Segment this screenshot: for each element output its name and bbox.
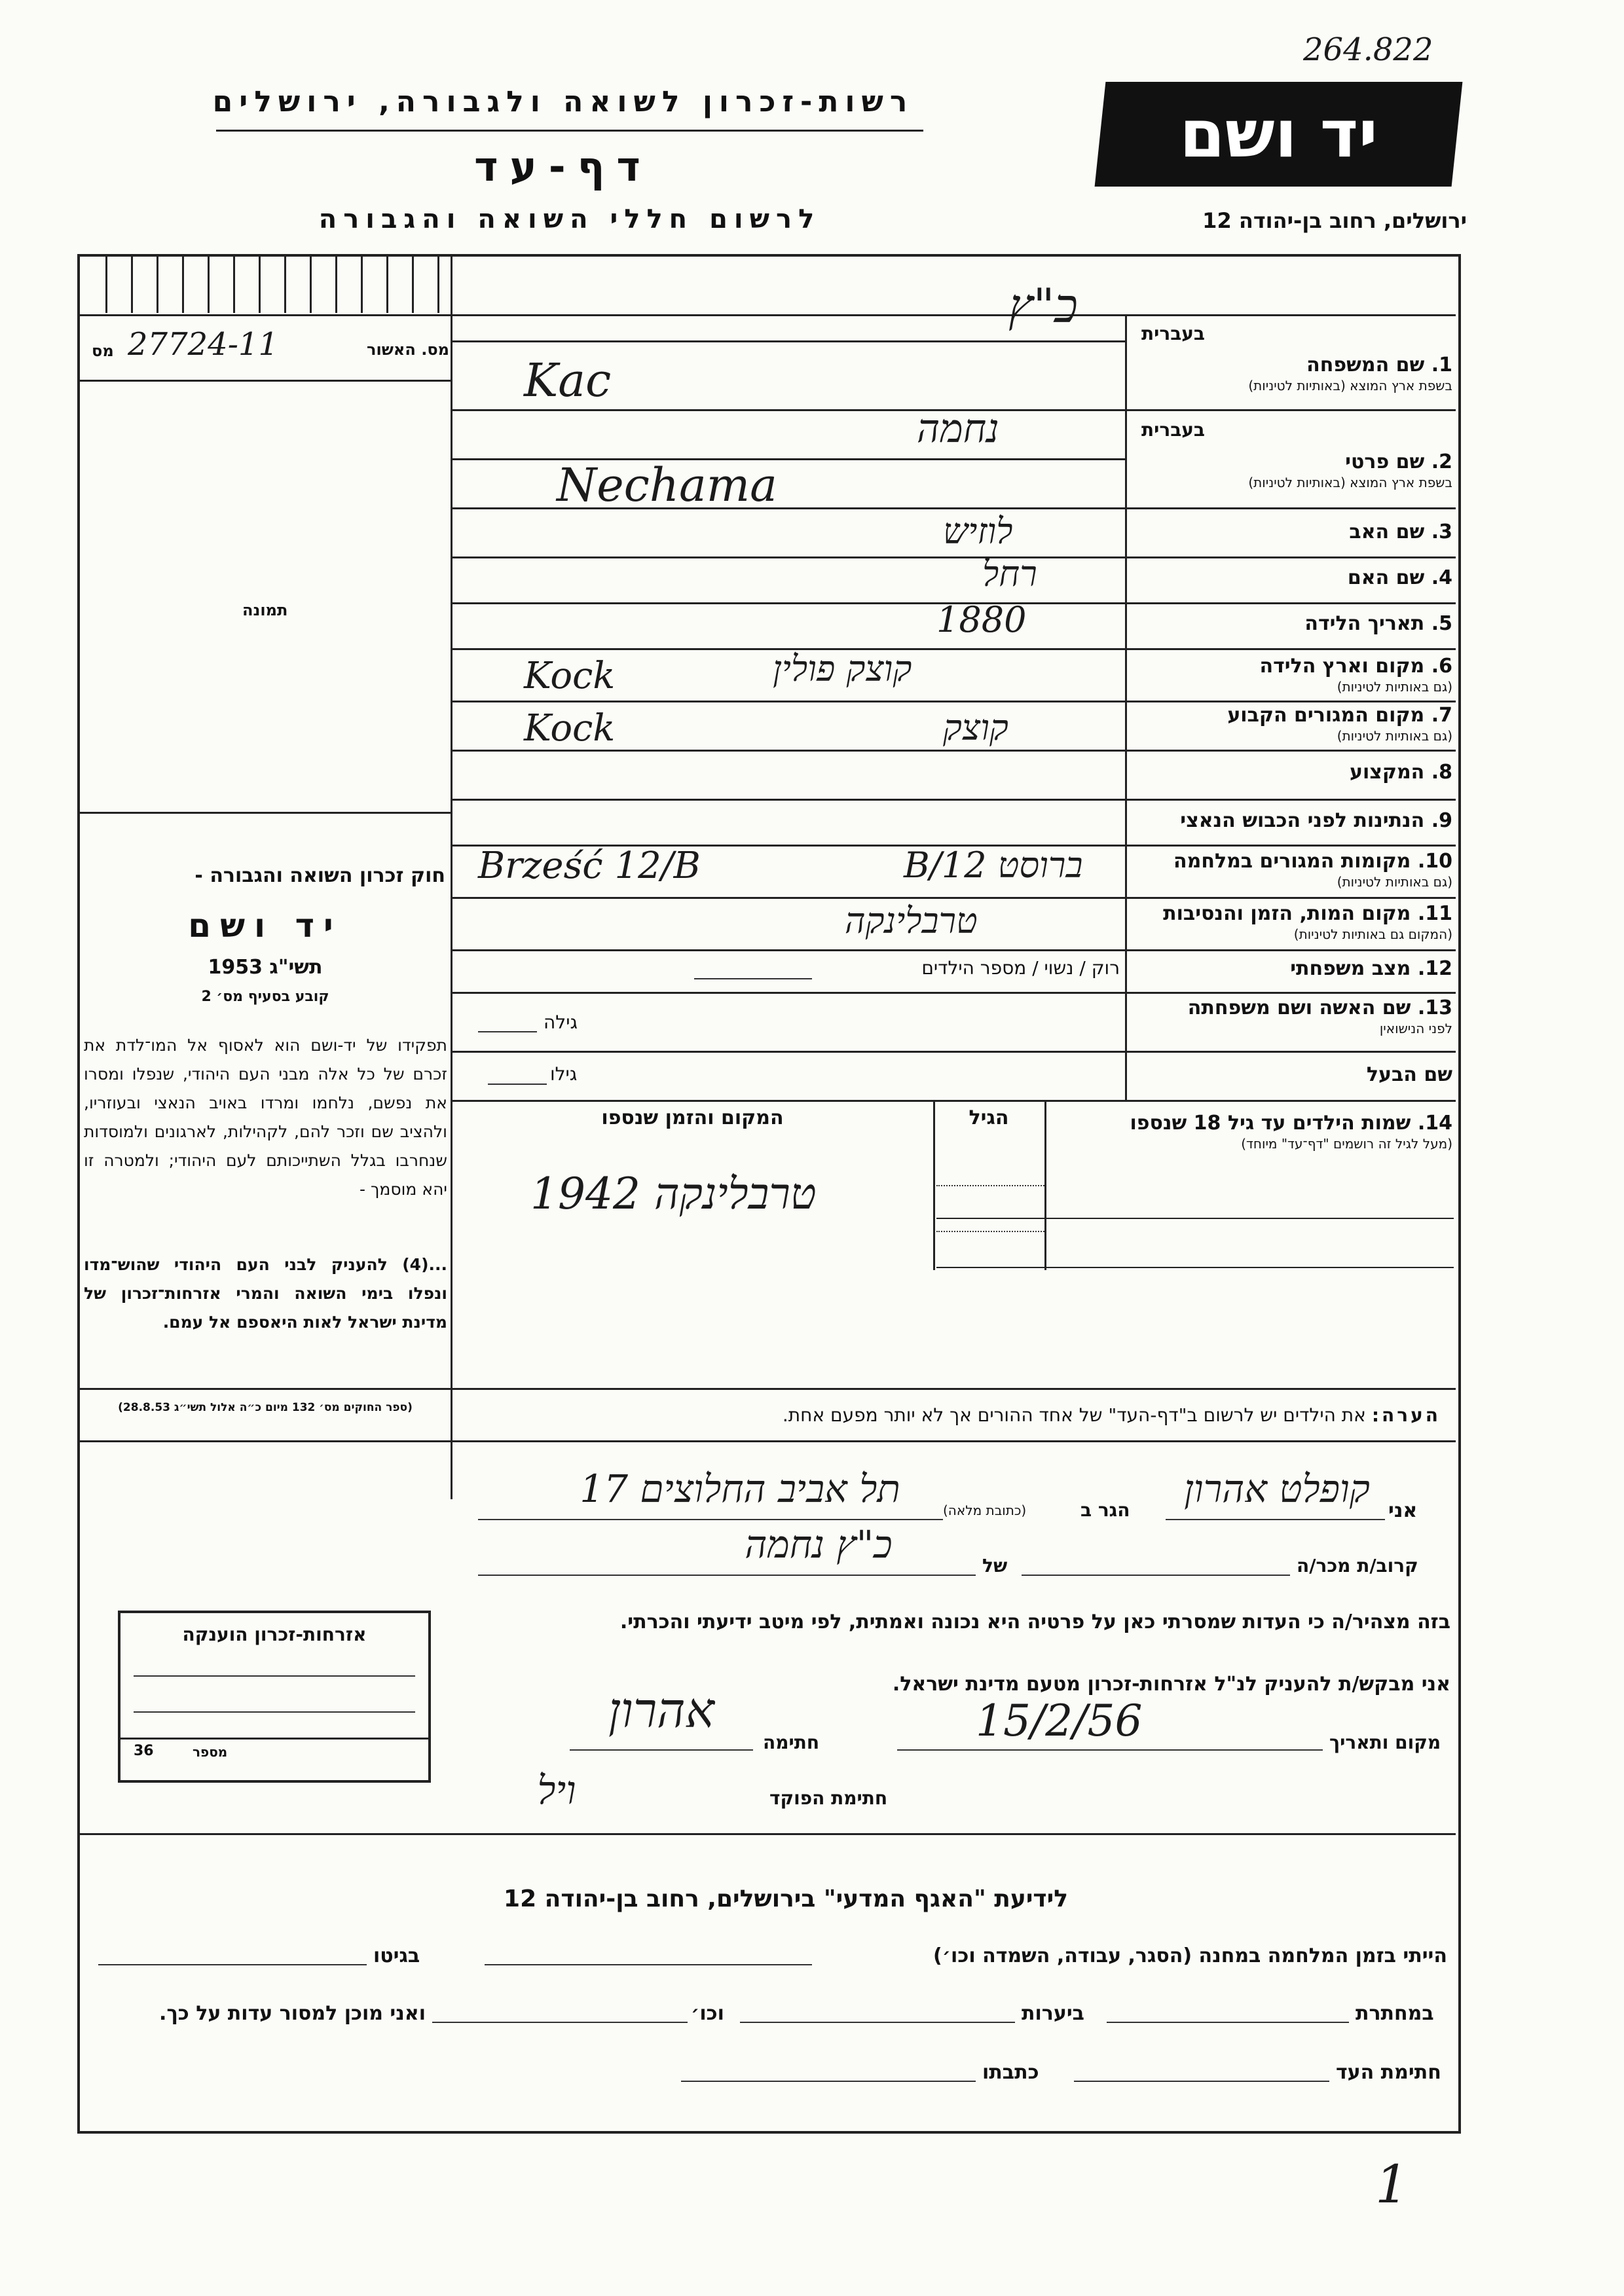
field-number: 11. — [1417, 902, 1452, 925]
field-label-text: שם פרטי — [1345, 450, 1425, 473]
footer-line3-a: חתימת העד — [1336, 2061, 1441, 2084]
field-number: 4. — [1431, 566, 1452, 589]
field-label — [1105, 566, 1452, 589]
first-name-latin: Nechama — [557, 458, 777, 512]
field-label — [1105, 761, 1452, 784]
death-place: טרבלינקה — [845, 900, 978, 941]
wife-age-label: גילה — [544, 1011, 578, 1033]
certificate-title: אזרחות-זכרון הוענקה — [182, 1624, 367, 1645]
authority-name: רשות-זכרון לשואה ולגבורה, ירושלים — [212, 85, 914, 118]
reference-label: מס. האשור — [367, 340, 449, 359]
field-number: 10. — [1417, 850, 1452, 873]
field-label-text: שמות הילדים עד גיל 18 שנספו — [1130, 1112, 1411, 1135]
footer-line2-d: ואני מוכן למסור עדות על כך. — [159, 2002, 426, 2025]
residence-hebrew: קוצק — [943, 707, 1008, 748]
field-sublabel: בשפת ארץ המוצא (באותיות לטיניות) — [1248, 475, 1452, 490]
field-number: 13. — [1417, 996, 1452, 1019]
law-text-continued: ...(4) להעניק לבני העם היהודי שהוש־מדו ונפלו בימי השואה והמרי אזרחות־זכרון של מדינת ישראל לאות היאספם אל עמם. — [84, 1255, 447, 1332]
footer-line2-a: במחתרת — [1356, 2002, 1434, 2025]
wartime-residence-hebrew: ברוסט 12/B — [904, 845, 1083, 886]
field-label — [1105, 996, 1452, 1036]
declaration-request: אני מבקש/ת להעניק לנ"ל אזרחות-זכרון מטעם מדינת ישראל. — [892, 1673, 1450, 1696]
signature-label: חתימה — [763, 1732, 820, 1753]
field-number: 9. — [1431, 809, 1452, 832]
field-label — [1105, 704, 1452, 744]
birth-place-latin: Kock — [524, 655, 616, 697]
family-name-latin: Kac — [524, 354, 612, 407]
field-number: 12. — [1417, 957, 1452, 980]
field-sublabel: (מעל לגיל זה רושמים "דף־עד" מיוחד) — [1241, 1136, 1452, 1152]
children-place-header: המקום והזמן שנספו — [601, 1106, 784, 1129]
declarant-address: תל אביב החלוצים 17 — [580, 1467, 900, 1511]
law-clause: קובע בסעיף מס׳ 2 — [201, 989, 329, 1005]
law-title: חוק זכרון השואה והגבורה - — [194, 864, 445, 887]
footer-line2-c: וכו׳ — [691, 2002, 724, 2025]
field-label — [1105, 902, 1452, 942]
official-signature-label: חתימת הפוקד — [769, 1787, 888, 1809]
field-label — [1105, 520, 1452, 543]
residence-latin: Kock — [524, 707, 616, 750]
footer-line2-b: ביערות — [1022, 2002, 1084, 2025]
declarant-name: קופלט אהרון — [1184, 1467, 1370, 1511]
relation-label: קרוב/ת מכר/ה — [1297, 1555, 1418, 1576]
field-label — [1105, 957, 1452, 980]
children-label — [1112, 1112, 1452, 1152]
field-label-text: שם הבעל — [1366, 1063, 1452, 1086]
field-label-text: המקצוע — [1349, 761, 1425, 784]
field-label-text: הנתינות לפני הכבוש הנאצי — [1180, 809, 1425, 832]
footer-line1-b: בגיטו — [373, 1944, 420, 1967]
field-sublabel: לפני הנישואין — [1379, 1021, 1452, 1036]
field-number: 14. — [1417, 1112, 1452, 1135]
law-name: יד ושם — [188, 907, 342, 945]
field-number: 5. — [1431, 612, 1452, 635]
relation-of-label: של — [982, 1555, 1008, 1576]
note-label: הערה: — [1371, 1404, 1441, 1426]
field-label — [1105, 354, 1452, 393]
children-entry-place: טרבלינקה 1942 — [530, 1169, 817, 1219]
field-label-text: תאריך הלידה — [1304, 612, 1425, 635]
place-date-label: מקום ותאריך — [1329, 1732, 1441, 1753]
wartime-residence-latin: Brześć 12/B — [478, 845, 701, 887]
certificate-box — [118, 1611, 431, 1783]
field-tag: בעברית — [1141, 323, 1205, 344]
declaration-date: 15/2/56 — [976, 1696, 1143, 1746]
family-name-hebrew: כ"ץ — [1008, 278, 1078, 333]
field-sublabel: בשפת ארץ המוצא (באותיות לטיניות) — [1248, 378, 1452, 393]
address: ירושלים, רחוב בן-יהודה 12 — [1202, 208, 1467, 233]
law-year: תשי"ג 1953 — [208, 956, 323, 979]
relation-value: כ"ץ נחמה — [745, 1522, 893, 1567]
field-label-text: מצב משפחתי — [1290, 957, 1411, 980]
birth-date: 1880 — [936, 599, 1027, 640]
certificate-number: 36 — [134, 1743, 154, 1759]
husband-age-label: גילו — [550, 1063, 578, 1085]
field-label-text: מקום המות, הזמן והנסיבות — [1163, 902, 1411, 925]
field-label — [1105, 809, 1452, 832]
archive-number: 264.822 — [1303, 31, 1433, 68]
form-title: דף-עד — [474, 143, 652, 191]
first-name-hebrew: נחמה — [917, 406, 999, 452]
field-label — [1105, 612, 1452, 635]
field-sublabel: (גם באותיות לטיניות) — [1337, 874, 1452, 890]
footer-line1-a: הייתי בזמן המלחמה במחנה (הסגר, עבודה, השמדה וכו׳) — [933, 1944, 1447, 1967]
field-label-text: מקומות המגורים במלחמה — [1173, 850, 1411, 873]
field-label-text: שם האב — [1349, 520, 1425, 543]
field-label-text: שם האם — [1347, 566, 1425, 589]
page-mark: 1 — [1375, 2154, 1409, 2215]
field-label — [1105, 655, 1452, 695]
law-gazette: (ספר החוקים מס׳ 132 מיום כ״ה אלול תשי״ג 28.8.53) — [118, 1401, 413, 1414]
note-text: את הילדים יש לרשום ב"דף-העד" של אחד ההורים אך לא יותר מפעם אחת. — [782, 1404, 1366, 1426]
marital-options: רוק / נשוי / מספר הילדים — [921, 957, 1120, 979]
footer-line3-b: כתבתו — [982, 2061, 1039, 2084]
field-sublabel: (המקום גם באותיות לטיניות) — [1293, 926, 1452, 942]
mother-name: רחל — [982, 553, 1037, 594]
field-label-text: שם המשפחה — [1306, 354, 1425, 376]
field-label-text: מקום המגורים הקבוע — [1227, 704, 1425, 727]
certificate-number-label: מספר — [193, 1744, 228, 1760]
field-label-text: מקום וארץ הלידה — [1259, 655, 1425, 678]
field-tag: בעברית — [1141, 419, 1205, 441]
field-number: 8. — [1431, 761, 1452, 784]
field-number: 6. — [1431, 655, 1452, 678]
field-number: 1. — [1431, 354, 1452, 376]
field-number: 7. — [1431, 704, 1452, 727]
declarant-signature: אהרון — [608, 1683, 714, 1739]
birth-place-hebrew: קוצק פולין — [773, 648, 912, 689]
footer-title: לידיעת "האגף המדעי" בירושלים, רחוב בן-יהודה 12 — [504, 1886, 1068, 1912]
father-name: לוזיש — [943, 511, 1013, 552]
official-signature: ויל — [537, 1768, 576, 1813]
form-subtitle: לרשום חללי השואה והגבורה — [318, 204, 821, 234]
law-text: תפקידו של יד-ושם הוא לאסוף אל המו־לדת את זכרם של כל אלה מבני העם היהודי, שנפלו ומסרו את נפשם, נלחמו ומרדו באויב הנאצי ובעוזריו, ולהציב שם וזכר להם, לקהילות, לארגונים ולמוסדות שנחרבו בגלל השתייכותם לעם היהודי; ולמטרה זו יהא מוסמך - — [84, 1036, 447, 1199]
declarant-resident-label: הגר ב — [1080, 1499, 1130, 1521]
field-number: 3. — [1431, 520, 1452, 543]
field-number: 2. — [1431, 450, 1452, 473]
field-label — [1105, 1063, 1452, 1086]
field-label — [1105, 450, 1452, 490]
field-sublabel: (גם באותיות לטיניות) — [1337, 679, 1452, 695]
reference-value: 27724-11 — [128, 326, 278, 363]
photo-label: תמונה — [242, 601, 288, 619]
field-sublabel: (גם באותיות לטיניות) — [1337, 728, 1452, 744]
declarant-i-label: אני — [1388, 1499, 1418, 1522]
logo-text: יד ושם — [1179, 96, 1378, 172]
children-age-header: הגיל — [969, 1106, 1009, 1129]
declarant-address-hint: (כתובת מלאה) — [943, 1503, 1027, 1518]
field-label — [1105, 850, 1452, 890]
note — [458, 1404, 1441, 1426]
number-grid — [82, 257, 449, 313]
field-label-text: שם האשה ושם משפחתה — [1187, 996, 1411, 1019]
reference-prefix: מס — [92, 342, 114, 360]
declaration-statement: בזה מצהיר/ה כי העדות שמסרתי כאן על פרטיה היא נכונה ואמתית, לפי מיטב ידיעתי והכרתי. — [619, 1611, 1450, 1633]
